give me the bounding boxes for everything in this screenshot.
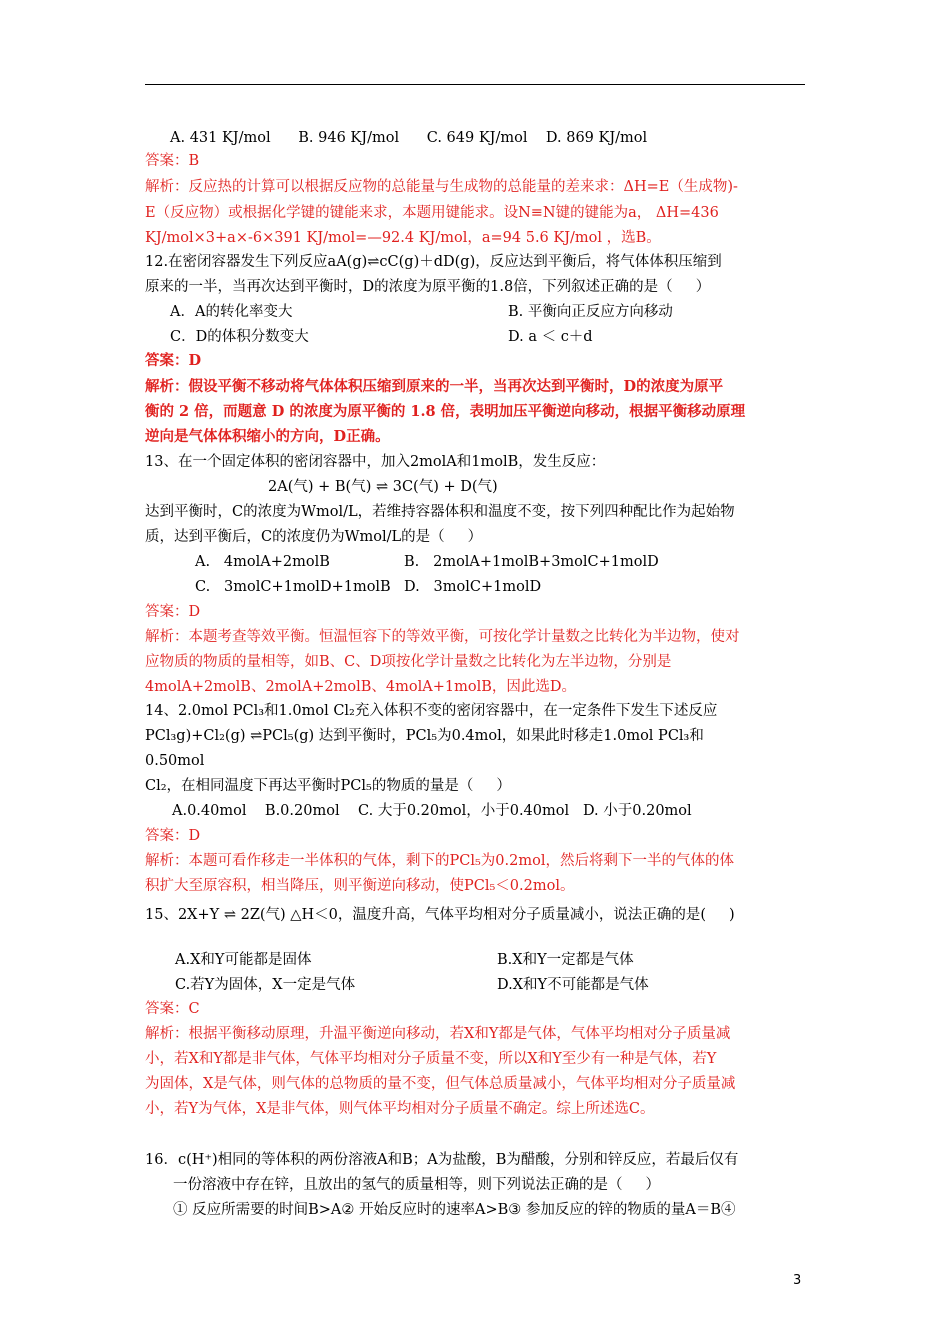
q13-stem-3: 质，达到平衡后，C的浓度仍为Wmol/L的是（ ） (145, 529, 483, 545)
q12-option-b: B. 平衡向正反应方向移动 (508, 304, 673, 320)
q15-explanation-4: 小，若Y为气体，X是非气体，则气体平均相对分子质量不确定。综上所述选C。 (145, 1101, 655, 1117)
q11-answer: 答案：B (145, 153, 200, 169)
q12-explanation-2: 衡的 2 倍，而题意 D 的浓度为原平衡的 1.8 倍，表明加压平衡逆向移动，根据平衡移动原理 (145, 403, 746, 420)
q15-explanation-3: 为固体，X是气体，则气体的总物质的量不变，但气体总质量减小，气体平均相对分子质量减 (145, 1076, 736, 1092)
q15-explanation-2: 小，若X和Y都是非气体，气体平均相对分子质量不变，所以X和Y至少有一种是气体，若Y (145, 1051, 717, 1067)
q15-option-c: C.若Y为固体，X一定是气体 (175, 977, 356, 993)
q12-option-d: D. a ＜ c＋d (508, 329, 593, 345)
q13-option-b: B. 2molA+1molB+3molC+1molD (404, 554, 659, 570)
q16-stem-3: ① 反应所需要的时间B>A② 开始反应时的速率A>B③ 参加反应的锌的物质的量A＝B④ (173, 1202, 736, 1218)
q14-stem-4: Cl₂，在相同温度下再达平衡时PCl₅的物质的量是（ ） (145, 778, 511, 794)
q12-answer: 答案：D (145, 352, 202, 369)
q12-option-a: A．A的转化率变大 (170, 304, 293, 320)
q15-answer: 答案：C (145, 1001, 200, 1017)
header-rule (145, 84, 805, 85)
q15-stem: 15、2X+Y ⇌ 2Z(气) △H＜0，温度升高，气体平均相对分子质量减小，说法正确的是( ) (145, 907, 735, 923)
q12-explanation-1: 解析：假设平衡不移动将气体体积压缩到原来的一半，当再次达到平衡时，D的浓度为原平 (145, 378, 724, 395)
q13-reaction: 2A(气) + B(气) ⇌ 3C(气) + D(气) (268, 479, 498, 495)
q14-stem-2: PCl₃g)+Cl₂(g) ⇌PCl₅(g) 达到平衡时，PCl₅为0.4mol，如果此时移走1.0mol PCl₃和 (145, 728, 704, 744)
q16-stem-2: 一份溶液中存在锌，且放出的氢气的质量相等，则下列说法正确的是（ ） (173, 1177, 661, 1193)
page-number: 3 (793, 1273, 802, 1288)
q15-option-b: B.X和Y一定都是气体 (497, 952, 634, 968)
q14-stem-1: 14、2.0mol PCl₃和1.0mol Cl₂充入体积不变的密闭容器中，在一定条件下发生下述反应 (145, 703, 718, 719)
q13-stem-2: 达到平衡时，C的浓度为Wmol/L，若维持容器体积和温度不变，按下列四种配比作为起始物 (145, 504, 735, 520)
q14-explanation-2: 积扩大至原容积，相当降压，则平衡逆向移动，使PCl₅＜0.2mol。 (145, 878, 575, 894)
q13-explanation-2: 应物质的物质的量相等，如B、C、D项按化学计量数之比转化为左半边物，分别是 (145, 654, 672, 670)
q16-stem-1: 16．c(H⁺)相同的等体积的两份溶液A和B；A为盐酸，B为醋酸，分别和锌反应，若最后仅有 (145, 1152, 739, 1168)
q13-option-d: D. 3molC+1molD (404, 579, 542, 595)
q11-explanation-1: 解析：反应热的计算可以根据反应物的总能量与生成物的总能量的差来求：ΔH=E（生成物)- (145, 179, 738, 195)
q12-explanation-3: 逆向是气体体积缩小的方向，D正确。 (145, 428, 390, 445)
q14-explanation-1: 解析：本题可看作移走一半体积的气体，剩下的PCl₅为0.2mol，然后将剩下一半的气体的体 (145, 853, 734, 869)
q15-explanation-1: 解析：根据平衡移动原理，升温平衡逆向移动，若X和Y都是气体，气体平均相对分子质量减 (145, 1026, 731, 1042)
q15-option-a: A.X和Y可能都是固体 (175, 952, 312, 968)
q11-explanation-2: E（反应物）或根据化学键的键能来求，本题用键能求。设N≡N键的键能为a， ΔH=436 (145, 205, 719, 221)
q13-explanation-3: 4molA+2molB、2molA+2molB、4molA+1molB，因此选D。 (145, 679, 577, 695)
q14-options: A.0.40mol B.0.20mol C. 大于0.20mol，小于0.40mol D. 小于0.20mol (172, 803, 692, 819)
q14-stem-3: 0.50mol (145, 753, 205, 769)
q12-stem-2: 原来的一半，当再次达到平衡时，D的浓度为原平衡的1.8倍，下列叙述正确的是（ ） (145, 279, 711, 295)
q12-stem-1: 12.在密闭容器发生下列反应aA(g)⇌cC(g)＋dD(g)，反应达到平衡后，将气体体积压缩到 (145, 254, 722, 270)
q11-explanation-3: KJ/mol×3+a×-6×391 KJ/mol=—92.4 KJ/mol，a=94 5.6 KJ/mol ，选B。 (145, 230, 661, 246)
q15-option-d: D.X和Y不可能都是气体 (497, 977, 649, 993)
q11-options: A. 431 KJ/mol B. 946 KJ/mol C. 649 KJ/mol D. 869 KJ/mol (170, 130, 648, 146)
q13-answer: 答案：D (145, 604, 201, 620)
q12-option-c: C．D的体积分数变大 (170, 329, 309, 345)
q13-option-a: A. 4molA+2molB (195, 554, 330, 570)
q13-explanation-1: 解析：本题考查等效平衡。恒温恒容下的等效平衡，可按化学计量数之比转化为半边物，使对 (145, 629, 740, 645)
q13-option-c: C. 3molC+1molD+1molB (195, 579, 391, 595)
q14-answer: 答案：D (145, 828, 201, 844)
q13-stem-1: 13、在一个固定体积的密闭容器中，加入2molA和1molB，发生反应： (145, 454, 606, 470)
